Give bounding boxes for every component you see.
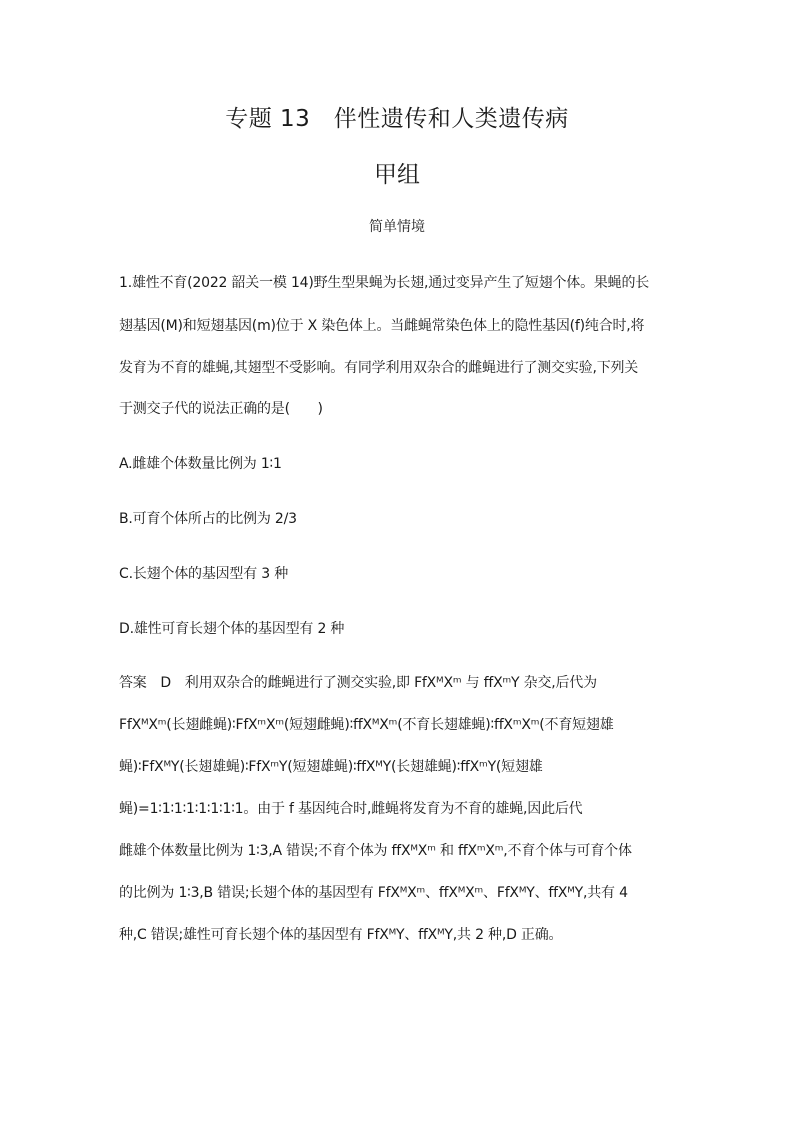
answer-line: 蝇)=1∶1∶1∶1∶1∶1∶1∶1。由于 f 基因纯合时,雌蝇将发育为不育的雄蝇,因此后代 xyxy=(119,801,583,817)
answer-line: 蝇)∶FfXᴹY(长翅雄蝇)∶FfXᵐY(短翅雄蝇)∶ffXᴹY(长翅雄蝇)∶ffXᵐY(短翅雄 xyxy=(119,759,543,775)
answer-line: 雌雄个体数量比例为 1∶3,A 错误;不育个体为 ffXᴹXᵐ 和 ffXᵐXᵐ,不育个体与可育个体 xyxy=(119,843,632,859)
question-stem-line: 发育为不育的雄蝇,其翅型不受影响。有同学利用双杂合的雌蝇进行了测交实验,下列关 xyxy=(119,360,639,376)
question-stem-line: 1.雄性不育(2022 韶关一模 14)野生型果蝇为长翅,通过变异产生了短翅个体。果蝇的长 xyxy=(119,275,650,291)
question-stem-line: 翅基因(M)和短翅基因(m)位于 X 染色体上。当雌蝇常染色体上的隐性基因(f)纯合时,将 xyxy=(119,318,645,334)
answer-line: 的比例为 1∶3,B 错误;长翅个体的基因型有 FfXᴹXᵐ、ffXᴹXᵐ、FfXᴹY、ffXᴹY,共有 4 xyxy=(119,885,628,901)
option-b: B.可育个体所占的比例为 2/3 xyxy=(119,511,297,527)
group-heading: 甲组 xyxy=(374,162,420,188)
answer-line: 种,C 错误;雄性可育长翅个体的基因型有 FfXᴹY、ffXᴹY,共 2 种,D 正确。 xyxy=(119,927,563,943)
answer-line: FfXᴹXᵐ(长翅雌蝇)∶FfXᵐXᵐ(短翅雌蝇)∶ffXᴹXᵐ(不育长翅雄蝇)∶ffXᵐXᵐ(不育短翅雄 xyxy=(119,717,614,733)
answer-line: 答案 D 利用双杂合的雌蝇进行了测交实验,即 FfXᴹXᵐ 与 ffXᵐY 杂交,后代为 xyxy=(119,675,597,691)
option-c: C.长翅个体的基因型有 3 种 xyxy=(119,566,289,582)
question-stem-line: 于测交子代的说法正确的是( ) xyxy=(119,401,323,417)
document-title: 专题 13 伴性遗传和人类遗传病 xyxy=(225,106,569,132)
option-d: D.雄性可育长翅个体的基因型有 2 种 xyxy=(119,621,345,637)
section-heading: 简单情境 xyxy=(369,219,425,235)
option-a: A.雌雄个体数量比例为 1∶1 xyxy=(119,456,282,472)
